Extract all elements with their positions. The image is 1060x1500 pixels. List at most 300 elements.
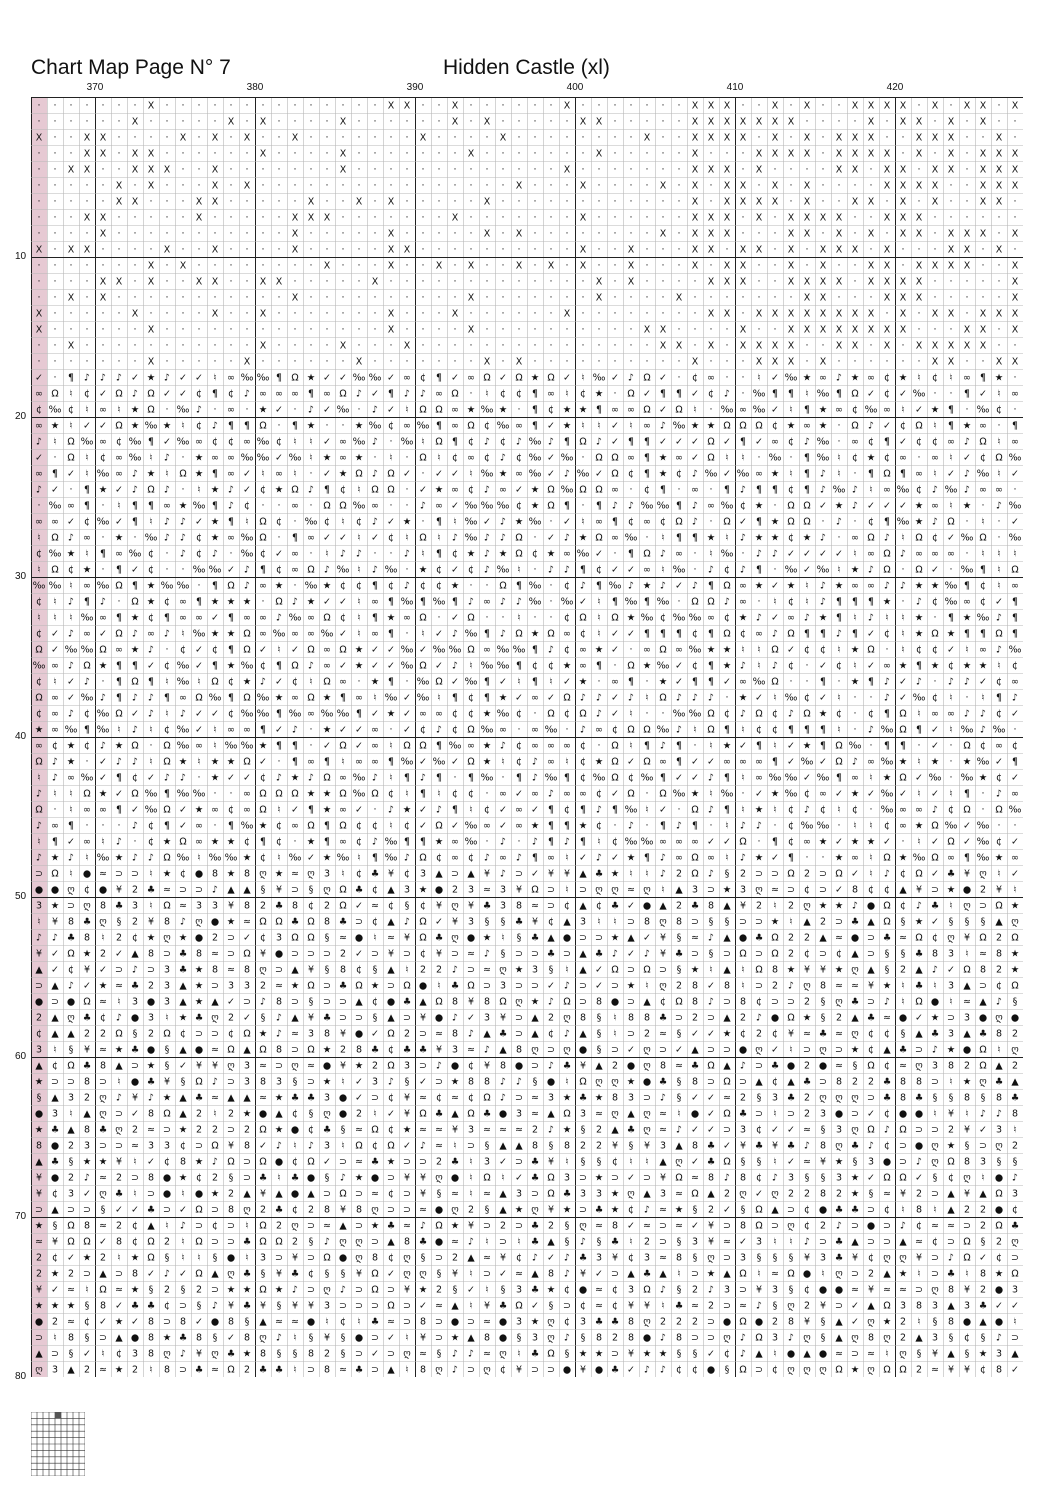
stitch-symbol: ∞ [643, 421, 651, 432]
stitch-symbol: ∞ [803, 421, 811, 432]
stitch-symbol: · [965, 309, 968, 320]
stitch-symbol: X [548, 261, 555, 272]
stitch-symbol: ● [739, 933, 747, 944]
stitch-symbol: ★ [147, 373, 156, 384]
stitch-symbol: X [740, 197, 747, 208]
stitch-symbol: 3 [132, 1349, 138, 1360]
stitch-symbol: Ω [691, 1189, 698, 1200]
stitch-symbol: ✓ [867, 1173, 875, 1184]
stitch-symbol: · [341, 133, 344, 144]
stitch-symbol: ✓ [115, 485, 123, 496]
page-title: Chart Map Page N° 7 [31, 56, 231, 80]
stitch-symbol: · [117, 133, 120, 144]
stitch-symbol: ♪ [708, 997, 714, 1008]
stitch-symbol: ✓ [67, 1253, 75, 1264]
stitch-symbol: ✓ [67, 517, 75, 528]
stitch-symbol: ¢ [164, 1157, 170, 1168]
stitch-symbol: ★ [227, 661, 236, 672]
stitch-symbol: 2 [436, 1285, 442, 1296]
stitch-symbol: ♣ [371, 1157, 380, 1168]
stitch-symbol: Ω [83, 997, 90, 1008]
stitch-symbol: 2 [148, 1029, 154, 1040]
stitch-symbol: ¶ [900, 469, 906, 480]
stitch-symbol: ★ [499, 405, 508, 416]
stitch-symbol: 8 [516, 901, 522, 912]
stitch-symbol: ♪ [964, 709, 970, 720]
stitch-symbol: ★ [227, 629, 236, 640]
stitch-symbol: 8 [596, 1333, 602, 1344]
stitch-symbol: 3 [580, 1317, 586, 1328]
stitch-symbol: ★ [851, 837, 860, 848]
stitch-symbol: ♮ [997, 869, 1000, 880]
stitch-symbol: § [949, 1093, 954, 1104]
stitch-symbol: ▲ [979, 1317, 987, 1328]
stitch-symbol: ★ [643, 581, 652, 592]
stitch-symbol: X [884, 213, 891, 224]
stitch-symbol: ∞ [931, 709, 939, 720]
stitch-symbol: ‰ [401, 597, 414, 608]
stitch-symbol: · [597, 181, 600, 192]
stitch-symbol: · [261, 229, 264, 240]
stitch-symbol: ▲ [467, 1333, 475, 1344]
stitch-symbol: · [709, 197, 712, 208]
stitch-symbol: ♪ [276, 1141, 282, 1152]
stitch-symbol: § [933, 1173, 938, 1184]
stitch-symbol: X [900, 293, 907, 304]
stitch-symbol: 2 [612, 1333, 618, 1344]
stitch-symbol: ♪ [740, 821, 746, 832]
stitch-symbol: § [789, 1253, 794, 1264]
stitch-symbol: ♪ [964, 437, 970, 448]
stitch-symbol: Ω [243, 757, 250, 768]
stitch-symbol: ▲ [275, 1189, 283, 1200]
stitch-symbol: · [821, 181, 824, 192]
stitch-symbol: 8 [276, 997, 282, 1008]
stitch-symbol: ∞ [819, 789, 827, 800]
stitch-symbol: ▲ [499, 1141, 507, 1152]
stitch-symbol: ● [211, 917, 219, 928]
stitch-symbol: X [900, 213, 907, 224]
stitch-symbol: · [613, 549, 616, 560]
stitch-symbol: Ω [163, 901, 170, 912]
stitch-symbol: ♮ [645, 1157, 648, 1168]
stitch-symbol: ♪ [548, 1061, 554, 1072]
stitch-symbol: ♮ [357, 565, 360, 576]
stitch-symbol: Ω [707, 709, 714, 720]
stitch-symbol: ¢ [1012, 1205, 1018, 1216]
stitch-symbol: ★ [579, 821, 588, 832]
stitch-symbol: ✓ [963, 837, 971, 848]
stitch-symbol: · [837, 101, 840, 112]
stitch-symbol: ♪ [36, 789, 42, 800]
stitch-symbol: ★ [803, 1013, 812, 1024]
stitch-symbol: · [1013, 213, 1016, 224]
stitch-symbol: ♮ [501, 757, 504, 768]
stitch-symbol: · [453, 245, 456, 256]
stitch-symbol: · [565, 117, 568, 128]
stitch-symbol: 8 [1012, 1109, 1018, 1120]
stitch-symbol: X [900, 197, 907, 208]
stitch-symbol: · [597, 741, 600, 752]
stitch-symbol: ✓ [387, 405, 395, 416]
stitch-symbol: · [149, 309, 152, 320]
stitch-symbol: ∞ [51, 517, 59, 528]
stitch-symbol: ★ [595, 1349, 604, 1360]
stitch-symbol: ღ [291, 1061, 298, 1072]
stitch-symbol: Ω [515, 549, 522, 560]
stitch-symbol: ¶ [276, 661, 282, 672]
stitch-symbol: ‰ [673, 421, 686, 432]
stitch-symbol: ¶ [420, 597, 426, 608]
stitch-symbol: X [932, 261, 939, 272]
stitch-symbol: ● [547, 1077, 555, 1088]
stitch-symbol: · [949, 293, 952, 304]
stitch-symbol: Ω [723, 629, 730, 640]
stitch-symbol: ♪ [612, 949, 618, 960]
stitch-symbol: X [884, 165, 891, 176]
stitch-symbol: ★ [99, 485, 108, 496]
stitch-symbol: 3 [164, 981, 170, 992]
stitch-symbol: ღ [435, 1365, 442, 1376]
stitch-symbol: ★ [259, 821, 268, 832]
stitch-symbol: ¢ [388, 1253, 394, 1264]
stitch-symbol: ★ [243, 1349, 252, 1360]
stitch-symbol: ♣ [851, 917, 860, 928]
stitch-symbol: ✓ [371, 645, 379, 656]
stitch-symbol: ⊃ [547, 1365, 555, 1376]
stitch-symbol: · [437, 213, 440, 224]
stitch-symbol: ⊃ [787, 1109, 795, 1120]
stitch-symbol: § [677, 1285, 682, 1296]
stitch-symbol: · [101, 341, 104, 352]
stitch-symbol: § [309, 1109, 314, 1120]
stitch-symbol: ★ [899, 757, 908, 768]
stitch-symbol: ✓ [979, 389, 987, 400]
stitch-symbol: ● [435, 1237, 443, 1248]
stitch-symbol: X [516, 357, 523, 368]
stitch-symbol: X [740, 325, 747, 336]
stitch-symbol: ♮ [949, 693, 952, 704]
stitch-symbol: ♪ [660, 1093, 666, 1104]
stitch-symbol: ✓ [547, 693, 555, 704]
stitch-symbol: ♮ [149, 757, 152, 768]
stitch-symbol: · [197, 325, 200, 336]
stitch-symbol: ⊃ [867, 1237, 875, 1248]
stitch-symbol: ✓ [195, 373, 203, 384]
stitch-symbol: ∞ [35, 389, 43, 400]
stitch-symbol: X [980, 165, 987, 176]
stitch-symbol: · [165, 549, 168, 560]
stitch-symbol: ★ [707, 645, 716, 656]
stitch-symbol: ★ [915, 917, 924, 928]
stitch-symbol: 8 [68, 917, 74, 928]
stitch-symbol: ∞ [451, 405, 459, 416]
stitch-symbol: ¶ [1012, 629, 1018, 640]
stitch-symbol: § [501, 917, 506, 928]
stitch-symbol: ▲ [787, 1077, 795, 1088]
stitch-symbol: ✓ [419, 1077, 427, 1088]
stitch-symbol: X [260, 149, 267, 160]
stitch-symbol: ‰ [577, 469, 590, 480]
stitch-symbol: ⊃ [755, 1109, 763, 1120]
stitch-symbol: Ω [243, 645, 250, 656]
stitch-symbol: 3 [148, 1141, 154, 1152]
stitch-symbol: X [116, 181, 123, 192]
stitch-symbol: ⊃ [195, 1029, 203, 1040]
stitch-symbol: ♣ [147, 1077, 156, 1088]
stitch-symbol: ‰ [225, 741, 238, 752]
stitch-symbol: ♪ [564, 1029, 570, 1040]
stitch-symbol: · [965, 165, 968, 176]
stitch-symbol: X [900, 325, 907, 336]
stitch-symbol: · [517, 277, 520, 288]
stitch-symbol: X [980, 309, 987, 320]
stitch-symbol: ¶ [452, 805, 458, 816]
stitch-symbol: X [212, 181, 219, 192]
stitch-symbol: ♮ [597, 597, 600, 608]
stitch-symbol: Ω [163, 853, 170, 864]
stitch-symbol: ★ [387, 1157, 396, 1168]
stitch-symbol: ♪ [660, 741, 666, 752]
stitch-symbol: ✓ [867, 1109, 875, 1120]
stitch-symbol: ‰ [641, 501, 654, 512]
stitch-symbol: · [709, 261, 712, 272]
stitch-symbol: ♪ [276, 1013, 282, 1024]
stitch-symbol: ≈ [291, 1317, 299, 1328]
stitch-symbol: · [101, 677, 104, 688]
stitch-symbol: ♣ [883, 1077, 892, 1088]
stitch-symbol: ♮ [677, 1109, 680, 1120]
stitch-symbol: ★ [115, 1045, 124, 1056]
stitch-symbol: ∞ [339, 837, 347, 848]
stitch-symbol: · [517, 837, 520, 848]
stitch-symbol: ♮ [213, 725, 216, 736]
stitch-symbol: ¢ [996, 837, 1002, 848]
stitch-symbol: ♪ [452, 1349, 458, 1360]
stitch-symbol: · [645, 277, 648, 288]
stitch-symbol: ¶ [84, 725, 90, 736]
stitch-symbol: · [965, 517, 968, 528]
stitch-symbol: ¢ [772, 709, 778, 720]
stitch-symbol: X [292, 229, 299, 240]
stitch-symbol: ¢ [564, 1317, 570, 1328]
stitch-symbol: ‰ [609, 581, 622, 592]
stitch-symbol: § [773, 1253, 778, 1264]
stitch-symbol: 8 [916, 1077, 922, 1088]
stitch-symbol: ∞ [307, 629, 315, 640]
stitch-symbol: · [405, 629, 408, 640]
stitch-symbol: Ω [611, 741, 618, 752]
stitch-symbol: ¥ [964, 1365, 970, 1376]
stitch-symbol: · [149, 133, 152, 144]
stitch-symbol: ♪ [740, 1349, 746, 1360]
stitch-symbol: 8 [596, 997, 602, 1008]
stitch-symbol: · [261, 213, 264, 224]
stitch-symbol: ★ [963, 613, 972, 624]
stitch-symbol: ♮ [773, 693, 776, 704]
stitch-symbol: · [1013, 117, 1016, 128]
stitch-symbol: · [293, 325, 296, 336]
stitch-symbol: · [229, 101, 232, 112]
stitch-symbol: · [165, 309, 168, 320]
stitch-symbol: ✓ [707, 757, 715, 768]
stitch-symbol: · [421, 213, 424, 224]
stitch-symbol: · [549, 325, 552, 336]
stitch-symbol: · [309, 501, 312, 512]
stitch-symbol: ⊃ [755, 981, 763, 992]
stitch-symbol: ♮ [901, 997, 904, 1008]
stitch-symbol: 8 [452, 1029, 458, 1040]
stitch-symbol: X [772, 341, 779, 352]
stitch-symbol: ¥ [740, 1141, 746, 1152]
stitch-symbol: · [421, 245, 424, 256]
stitch-symbol: ¶ [548, 837, 554, 848]
stitch-symbol: ▲ [387, 885, 395, 896]
stitch-symbol: · [853, 229, 856, 240]
stitch-symbol: § [981, 1237, 986, 1248]
stitch-symbol: ≈ [259, 1093, 267, 1104]
stitch-symbol: Ω [195, 693, 202, 704]
stitch-symbol: · [357, 293, 360, 304]
stitch-symbol: ¥ [644, 1141, 650, 1152]
stitch-symbol: ⊃ [627, 965, 635, 976]
stitch-symbol: 2 [196, 1285, 202, 1296]
stitch-symbol: ⊃ [659, 1221, 667, 1232]
stitch-symbol: · [69, 261, 72, 272]
stitch-symbol: 8 [244, 901, 250, 912]
stitch-symbol: ● [467, 933, 475, 944]
stitch-symbol: · [101, 821, 104, 832]
stitch-symbol: ▲ [467, 869, 475, 880]
stitch-symbol: ★ [611, 933, 620, 944]
stitch-symbol: ‰ [385, 853, 398, 864]
stitch-symbol: · [981, 789, 984, 800]
stitch-symbol: ✓ [1011, 469, 1019, 480]
stitch-symbol: ★ [851, 1045, 860, 1056]
stitch-symbol: 8 [996, 1365, 1002, 1376]
stitch-symbol: ¶ [292, 421, 298, 432]
stitch-symbol: Ω [579, 1077, 586, 1088]
stitch-symbol: · [821, 149, 824, 160]
stitch-symbol: ¶ [852, 597, 858, 608]
stitch-symbol: ‰ [97, 469, 110, 480]
stitch-symbol: ♮ [309, 453, 312, 464]
stitch-symbol: ¢ [468, 789, 474, 800]
stitch-symbol: ¢ [868, 517, 874, 528]
stitch-symbol: ∞ [291, 389, 299, 400]
stitch-symbol: ‰ [193, 565, 206, 576]
stitch-symbol: · [53, 197, 56, 208]
stitch-symbol: Ω [339, 389, 346, 400]
stitch-symbol: ¥ [948, 1109, 954, 1120]
stitch-symbol: 2 [68, 1269, 74, 1280]
stitch-symbol: · [869, 693, 872, 704]
stitch-symbol: ≈ [307, 1061, 315, 1072]
stitch-symbol: ★ [355, 661, 364, 672]
stitch-symbol: Ω [483, 1093, 490, 1104]
stitch-symbol: X [980, 325, 987, 336]
stitch-symbol: ♪ [420, 1221, 426, 1232]
stitch-symbol: ¢ [212, 645, 218, 656]
stitch-symbol: · [853, 725, 856, 736]
stitch-symbol: ⊃ [531, 1061, 539, 1072]
stitch-symbol: Ω [1011, 565, 1018, 576]
stitch-symbol: Ω [259, 1221, 266, 1232]
stitch-symbol: ✓ [1011, 869, 1019, 880]
stitch-symbol: · [405, 133, 408, 144]
stitch-symbol: ¶ [516, 581, 522, 592]
stitch-symbol: ✓ [131, 565, 139, 576]
stitch-symbol: · [949, 389, 952, 400]
stitch-symbol: Ω [707, 1061, 714, 1072]
stitch-symbol: ⊃ [275, 1061, 283, 1072]
stitch-symbol: ♮ [741, 725, 744, 736]
stitch-symbol: ♮ [949, 373, 952, 384]
stitch-symbol: · [917, 453, 920, 464]
stitch-symbol: ‰ [353, 501, 366, 512]
stitch-symbol: ⊃ [755, 949, 763, 960]
stitch-symbol: ¢ [628, 1205, 634, 1216]
stitch-symbol: ▲ [675, 1141, 683, 1152]
stitch-symbol: · [293, 117, 296, 128]
stitch-symbol: ♪ [628, 373, 634, 384]
stitch-symbol: ♮ [789, 917, 792, 928]
stitch-symbol: § [565, 1237, 570, 1248]
stitch-symbol: ¢ [388, 533, 394, 544]
stitch-symbol: ღ [851, 1093, 858, 1104]
stitch-symbol: ⊃ [739, 1285, 747, 1296]
stitch-symbol: X [196, 213, 203, 224]
stitch-symbol: X [852, 341, 859, 352]
stitch-symbol: ‰ [209, 853, 222, 864]
stitch-symbol: ∞ [99, 613, 107, 624]
stitch-symbol: · [469, 133, 472, 144]
stitch-symbol: · [101, 357, 104, 368]
stitch-symbol: ♮ [1013, 885, 1016, 896]
stitch-symbol: ♪ [932, 1045, 938, 1056]
stitch-symbol: X [724, 197, 731, 208]
stitch-symbol: § [949, 1333, 954, 1344]
stitch-symbol: ¢ [500, 1365, 506, 1376]
stitch-symbol: X [980, 101, 987, 112]
stitch-symbol: · [437, 293, 440, 304]
stitch-symbol: 8 [676, 1253, 682, 1264]
stitch-symbol: 2 [132, 1125, 138, 1136]
stitch-symbol: ≈ [115, 1285, 123, 1296]
stitch-symbol: ♪ [452, 1365, 458, 1376]
stitch-symbol: · [37, 277, 40, 288]
stitch-symbol: X [788, 261, 795, 272]
stitch-symbol: · [37, 293, 40, 304]
stitch-symbol: ● [339, 1109, 347, 1120]
stitch-symbol: ‰ [209, 693, 222, 704]
stitch-symbol: · [229, 549, 232, 560]
stitch-symbol: · [437, 229, 440, 240]
stitch-symbol: ♣ [435, 1109, 444, 1120]
stitch-symbol: ≈ [531, 1109, 539, 1120]
stitch-symbol: ‰ [177, 677, 190, 688]
stitch-symbol: · [485, 293, 488, 304]
stitch-symbol: ♪ [820, 485, 826, 496]
stitch-symbol: X [900, 181, 907, 192]
stitch-symbol: ● [499, 1109, 507, 1120]
stitch-symbol: ¢ [884, 1029, 890, 1040]
stitch-symbol: X [868, 133, 875, 144]
stitch-symbol: · [213, 293, 216, 304]
stitch-symbol: ✓ [931, 869, 939, 880]
stitch-symbol: ♮ [293, 1333, 296, 1344]
row-label: 80 [15, 1371, 26, 1382]
